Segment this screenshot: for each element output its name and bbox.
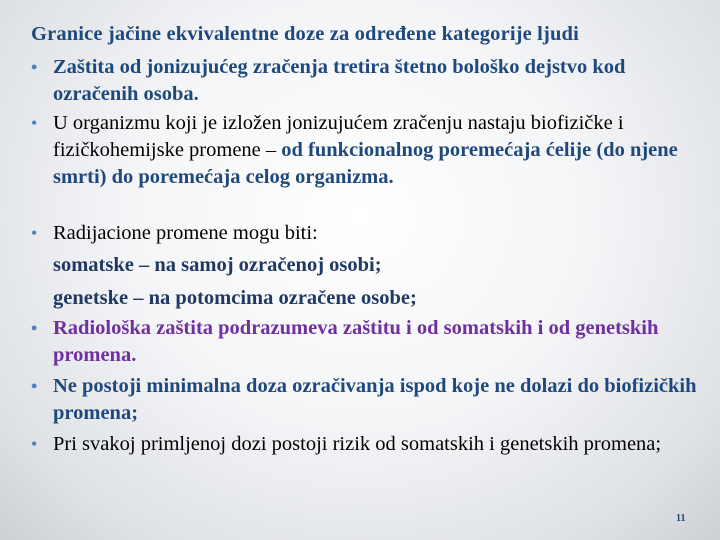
bullet-dot: • <box>31 223 38 243</box>
page-number: 11 <box>676 513 686 524</box>
sub-item-term: genetske <box>53 287 129 309</box>
bullet-text: Radijacione promene mogu biti: <box>53 222 318 244</box>
bullet-dot: • <box>31 434 38 454</box>
bullet-item-6 <box>31 431 699 458</box>
bullet-item-4 <box>31 315 699 369</box>
sub-item-desc: – na samoj ozračenoj osobi; <box>133 254 382 276</box>
slide-title: Granice jačine ekvivalentne doze za određene kategorije ljudi <box>31 23 579 45</box>
sub-item-desc: – na potomcima ozračene osobe; <box>128 287 417 309</box>
bullet-dot: • <box>31 318 38 338</box>
bullet-item-5 <box>31 373 699 427</box>
sub-item-term: somatske <box>53 254 134 276</box>
bullet-text: Pri svakoj primljenoj dozi postoji rizik od somatskih i genetskih promena; <box>53 433 662 455</box>
bullet-text <box>31 110 699 192</box>
bullet-text: Radiološka zaštita podrazumeva zaštitu i od somatskih i od genetskih promena. <box>53 317 659 367</box>
bullet-item-2 <box>31 110 699 192</box>
bullet-text-plain: U organizmu koji je izložen jonizujućem zračenju nastaju biofizičke i fizičkohemijske promene – <box>53 112 624 162</box>
bullet-text: Ne postoji minimalna doza ozračivanja ispod koje ne dolazi do biofizičkih promena; <box>53 375 697 425</box>
sub-item-genetic <box>53 285 417 312</box>
bullet-text: Zaštita od jonizujućeg zračenja tretira štetno bološko dejstvo kod ozračenih osoba. <box>53 56 626 106</box>
bullet-dot: • <box>31 113 38 133</box>
bullet-dot: • <box>31 376 38 396</box>
sub-item-somatic <box>53 252 382 279</box>
bullet-dot: • <box>31 57 38 77</box>
bullet-item-1 <box>31 54 699 108</box>
bullet-item-3 <box>31 220 699 247</box>
bullet-text-highlight: od funkcionalnog poremećaja ćelije (do njene smrti) do poremećaja celog organizma. <box>53 139 678 189</box>
